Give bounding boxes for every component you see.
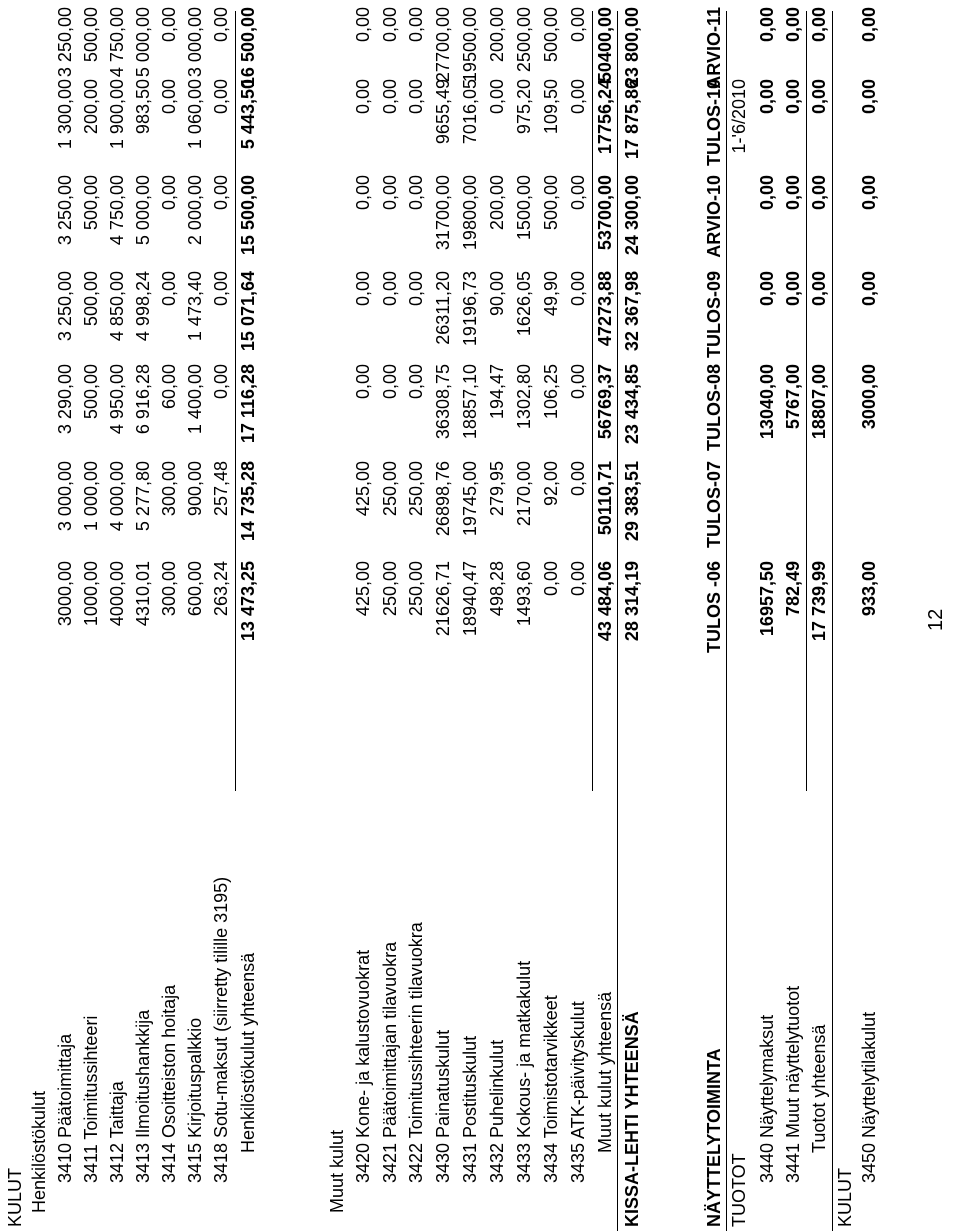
cell: 0,00 [809,79,829,115]
cell: 4310,01 [133,561,153,627]
cell: 3 000,00 [55,461,75,532]
cell: 0,00 [783,79,803,115]
cell: 0,00 [757,79,777,115]
cell: 60,00 [159,364,179,410]
cell: 4 850,00 [107,271,127,342]
cell: 500,00 [541,175,561,231]
cell: 0,00 [859,175,879,211]
cell: 2 000,00 [185,175,205,246]
cell: 16 500,00 [238,7,258,88]
cell: 782,49 [783,561,803,617]
cell: 17 739,99 [809,561,829,642]
cell: 1 060,00 [185,79,205,150]
column-header: TULOS-08 [704,364,724,452]
cell: 32 367,98 [622,271,642,352]
cell: 18940,47 [460,561,480,637]
header-rule [726,11,727,1231]
cell: 5 443,50 [238,79,258,150]
row-label: 3435 ATK-päivityskulut [568,1001,588,1183]
cell: 975,20 [514,79,534,135]
column-header: TULOS -06 [704,561,724,654]
cell: 4 950,00 [107,364,127,435]
cell: 5 000,00 [133,175,153,246]
cell: 5 277,80 [133,461,153,532]
cell: 200,00 [487,7,507,63]
cell: 500,00 [81,7,101,63]
cell: 498,28 [487,561,507,617]
cell: 1493,60 [514,561,534,627]
cell: 3 250,00 [55,271,75,342]
cell: 0,00 [380,7,400,43]
tuotot-title: TUOTOT [729,1153,749,1227]
cell: 0,00 [211,79,231,115]
cell: 9655,49 [433,79,453,145]
cell: 3 250,00 [55,7,75,78]
cell: 250,00 [406,461,426,517]
period-subheader: 1-'6/2010 [729,79,749,154]
cell: 0,00 [353,364,373,400]
cell: 1 000,00 [81,461,101,532]
cell: 1 400,00 [185,364,205,435]
cell: 0,00 [757,271,777,307]
cell: 0,00 [487,79,507,115]
cell: 23 800,00 [622,7,642,88]
cell: 2500,00 [514,7,534,73]
cell: 0,00 [211,175,231,211]
column-header: TULOS-10 [704,79,724,167]
cell: 50110,71 [595,461,615,536]
cell: 0,00 [159,175,179,211]
cell: 933,00 [859,561,879,617]
cell: 0,00 [783,271,803,307]
cell: 0,00 [159,79,179,115]
cell: 3000,00 [859,364,879,430]
cell: 0,00 [568,461,588,497]
cell: 106,25 [541,364,561,420]
cell: 0,00 [783,7,803,43]
cell: 1000,00 [81,561,101,627]
cell: 3 000,00 [185,7,205,78]
cell: 3 290,00 [55,364,75,435]
cell: 16957,50 [757,561,777,637]
cell: 0,00 [757,7,777,43]
cell: 6 916,28 [133,364,153,435]
cell: 19500,00 [460,7,480,83]
cell: 0,00 [380,79,400,115]
cell: 17 116,28 [238,364,258,444]
row-label: 3415 Kirjoituspalkkio [185,1017,205,1183]
cell: 17756,24 [595,79,615,155]
cell: 0,00 [568,175,588,211]
row-label: 3433 Kokous- ja matkakulut [514,960,534,1183]
cell: 425,00 [353,461,373,517]
cell: 0,00 [568,79,588,115]
row-label: 3440 Näyttelymaksut [757,1014,777,1183]
row-label: 3420 Kone- ja kalustovuokrat [353,949,373,1183]
cell: 0,00 [568,561,588,597]
cell: 1 300,00 [55,79,75,150]
cell: 15 071,64 [238,271,258,352]
cell: 0,00 [353,271,373,307]
row-label: 3418 Sotu-maksut (siirretty tilille 3195) [211,876,231,1183]
row-label: 3450 Näyttelytilakulut [859,1011,879,1183]
row-label: 3412 Taittaja [107,1081,127,1183]
cell: 4 750,00 [107,175,127,246]
row-label: 3432 Puhelinkulut [487,1039,507,1183]
row-label: 3421 Päätoimittajan tilavuokra [380,941,400,1183]
row-label: 3410 Päätoimittaja [55,1033,75,1183]
muut-title: Muut kulut [327,1129,347,1213]
cell: 2170,00 [514,461,534,527]
cell: 250,00 [380,561,400,617]
cell: 4 998,24 [133,271,153,342]
cell: 109,50 [541,79,561,135]
cell: 13040,00 [757,364,777,440]
cell: 13 473,25 [238,561,258,642]
cell: 0,00 [159,7,179,43]
cell: 5767,00 [783,364,803,430]
row-label: Tuotot yhteensä [809,1024,829,1153]
cell: 1500,00 [514,175,534,241]
cell: 0,00 [757,175,777,211]
cell: 3000,00 [55,561,75,627]
cell: 4000,00 [107,561,127,627]
cell: 0,00 [380,271,400,307]
cell: 0,00 [568,271,588,307]
row-label: 3413 Ilmoitushankkija [133,1009,153,1183]
row-label: 3441 Muut näyttelytuotot [783,985,803,1183]
cell: 1302,80 [514,364,534,430]
cell: 18857,10 [460,364,480,440]
cell: 0,00 [380,175,400,211]
cell: 23 434,85 [622,364,642,445]
cell: 279,95 [487,461,507,517]
cell: 200,00 [487,175,507,231]
cell: 3 250,00 [55,175,75,246]
column-header: ARVIO-10 [704,175,724,258]
cell: 43 484,06 [595,561,615,642]
cell: 26898,76 [433,461,453,537]
cell: 0,00 [353,79,373,115]
row-label: 3434 Toimistotarvikkeet [541,995,561,1183]
cell: 0,00 [809,271,829,307]
cell: 0,00 [211,364,231,400]
cell: 500,00 [81,364,101,420]
cell: 257,48 [211,461,231,517]
cell: 5 000,00 [133,7,153,78]
cell: 0,00 [406,175,426,211]
cell: 27700,00 [433,7,453,83]
cell: 0,00 [568,364,588,400]
cell: 0,00 [859,271,879,307]
cell: 4 750,00 [107,7,127,78]
cell: 0,00 [809,7,829,43]
cell: 250,00 [406,561,426,617]
cell: 0,00 [859,79,879,115]
cell: 0,00 [380,364,400,400]
row-label: KISSA-LEHTI YHTEENSÄ [622,1011,642,1227]
cell: 28 314,19 [622,561,642,642]
cell: 194,47 [487,364,507,420]
cell: 19800,00 [460,175,480,251]
cell: 250,00 [380,461,400,517]
cell: 19745,00 [460,461,480,537]
cell: 53700,00 [595,175,615,251]
cell: 900,00 [185,461,205,517]
cell: 983,50 [133,79,153,135]
cell: 300,00 [159,461,179,517]
cell: 1 900,00 [107,79,127,150]
cell: 26311,20 [433,271,453,345]
cell: 0,00 [783,175,803,211]
cell: 24 300,00 [622,175,642,256]
cell: 49,90 [541,271,561,317]
page-number: 12 [925,608,947,631]
cell: 500,00 [541,7,561,63]
cell: 0,00 [406,79,426,115]
cell: 15 500,00 [238,175,258,256]
cell: 500,00 [81,271,101,327]
grand-total-rule [617,11,618,1231]
cell: 500,00 [81,175,101,231]
cell: 0,00 [353,7,373,43]
cell: 7016,05 [460,79,480,145]
cell: 36308,75 [433,364,453,440]
row-label: Muut kulut yhteensä [595,991,615,1153]
nayttely-title: NÄYTTELYTOIMINTA [704,1048,724,1227]
cell: 21626,71 [433,561,453,637]
cell: 0,00 [406,271,426,307]
cell: 4 000,00 [107,461,127,532]
column-header: TULOS-07 [704,461,724,549]
cell: 14 735,28 [238,461,258,542]
section-heading: KULUT [5,1167,25,1227]
cell: 92,00 [541,461,561,507]
cell: 0,00 [406,364,426,400]
cell: 17 875,86 [622,79,642,160]
cell: 600,00 [185,561,205,617]
cell: 263,24 [211,561,231,617]
cell: 0,00 [541,561,561,597]
cell: 200,00 [81,79,101,135]
cell: 0,00 [353,175,373,211]
cell: 90,00 [487,271,507,317]
kulut-title: KULUT [835,1167,855,1227]
column-header: ARVIO-11 [704,7,724,89]
section-rule [832,11,833,1231]
total-rule [235,11,236,791]
cell: 29 383,51 [622,461,642,542]
total-rule [592,11,593,791]
cell: 0,00 [406,7,426,43]
cell: 50400,00 [595,7,615,83]
cell: 1 473,40 [185,271,205,342]
row-label: 3411 Toimitussihteeri [81,1015,101,1183]
cell: 19196,73 [460,271,480,347]
cell: 425,00 [353,561,373,617]
cell: 31700,00 [433,175,453,251]
cell: 18807,00 [809,364,829,440]
cell: 0,00 [859,7,879,43]
cell: 0,00 [211,271,231,307]
row-label: 3414 Osoitteiston hoitaja [159,984,179,1183]
column-header: TULOS-09 [704,271,724,359]
row-label: 3430 Painatuskulut [433,1029,453,1183]
henkilosto-title: Henkilöstökulut [29,1090,49,1213]
cell: 0,00 [211,7,231,43]
row-label: Henkilöstökulut yhteensä [238,952,258,1153]
row-label: 3431 Postituskulut [460,1035,480,1183]
cell: 0,00 [809,175,829,211]
total-rule [806,11,807,791]
row-label: 3422 Toimitussihteerin tilavuokra [406,922,426,1183]
cell: 56769,37 [595,364,615,440]
cell: 47273,88 [595,271,615,347]
cell: 0,00 [159,271,179,307]
cell: 0,00 [568,7,588,43]
cell: 1626,05 [514,271,534,337]
cell: 300,00 [159,561,179,617]
